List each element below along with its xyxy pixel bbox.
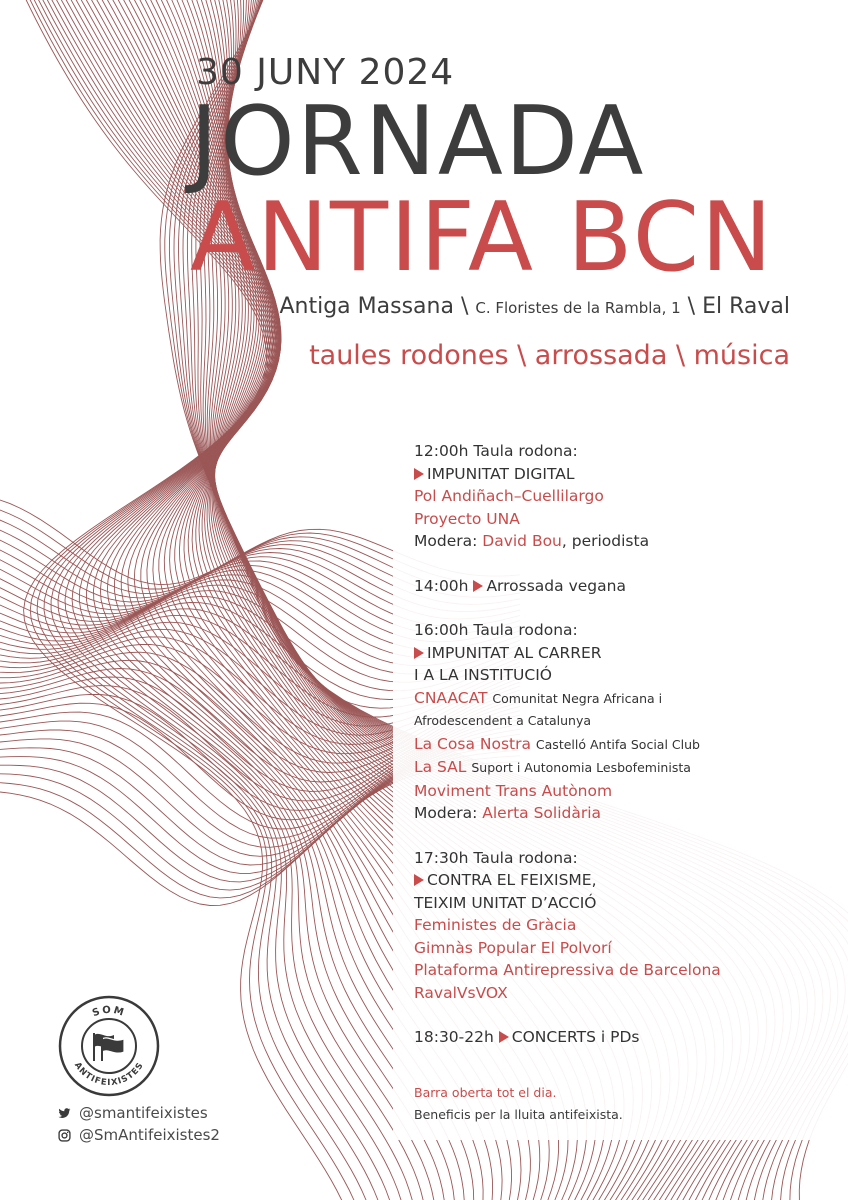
session-time: 16:00h Taula rodona: <box>414 621 578 639</box>
instagram-link[interactable] <box>58 1124 220 1146</box>
svg-text:SOM: SOM <box>90 1004 127 1020</box>
program <box>414 440 834 1049</box>
participant-desc: Afrodescendent a Catalunya <box>414 713 592 728</box>
participant: La Cosa Nostra Castelló Antifa Social Club <box>414 734 700 753</box>
moderator: Modera: David Bou, periodista <box>414 532 650 550</box>
session-time: 12:00h Taula rodona: <box>414 442 578 460</box>
footer-notes <box>414 1082 623 1126</box>
svg-text:ANTIFEIXISTES: ANTIFEIXISTES <box>71 1060 147 1089</box>
triangle-icon <box>473 580 483 592</box>
participant: CNAACAT Comunitat Negra Africana i <box>414 688 663 707</box>
social-links <box>58 1102 220 1146</box>
instagram-icon <box>58 1129 71 1142</box>
session-lunch: 14:00h Arrossada vegana <box>414 576 626 595</box>
event-date: 30 JUNY 2024 <box>196 52 455 93</box>
participant: Proyecto UNA <box>414 509 520 528</box>
triangle-icon <box>414 874 424 886</box>
session-concerts: 18:30-22h CONCERTS i PDs <box>414 1028 640 1046</box>
twitter-icon <box>58 1107 71 1120</box>
session-topic: IMPUNITAT AL CARRER <box>414 642 834 665</box>
triangle-icon <box>414 468 424 480</box>
twitter-handle: @smantifeixistes <box>79 1104 208 1122</box>
venue-sep: \ <box>453 294 476 319</box>
som-antifeixistes-logo <box>58 995 160 1097</box>
participant: Moviment Trans Autònom <box>414 781 613 800</box>
session-topic-cont: I A LA INSTITUCIÓ <box>414 666 553 684</box>
participant: Pol Andiñach–Cuellilargo <box>414 487 604 505</box>
session-time: 17:30h Taula rodona: <box>414 848 578 867</box>
participant: La SAL Suport i Autonomia Lesbofeminista <box>414 758 691 776</box>
venue-line <box>279 294 790 319</box>
participant: Plataforma Antirepressiva de Barcelona <box>414 961 721 979</box>
title-antifa-bcn: ANTIFA BCN <box>190 183 775 293</box>
participant: Gimnàs Popular El Polvorí <box>414 938 612 957</box>
triangle-icon <box>414 647 424 659</box>
venue-name: Antiga Massana <box>279 294 454 319</box>
session-topic: CONTRA EL FEIXISME, <box>414 869 834 892</box>
venue-area: El Raval <box>702 294 790 319</box>
session-topic-cont: TEIXIM UNITAT D’ACCIÓ <box>414 893 597 912</box>
session-topic: IMPUNITAT DIGITAL <box>414 463 834 486</box>
title-jornada: JORNADA <box>190 87 646 197</box>
venue-sep: \ <box>680 294 703 319</box>
event-tags: taules rodones \ arrossada \ música <box>309 340 790 371</box>
benefits-note: Beneficis per la lluita antifeixista. <box>414 1107 623 1122</box>
participant: RavalVsVOX <box>414 983 508 1002</box>
instagram-handle: @SmAntifeixistes2 <box>79 1126 220 1144</box>
twitter-link[interactable] <box>58 1102 220 1124</box>
participant: Feministes de Gràcia <box>414 916 577 934</box>
bar-note: Barra oberta tot el dia. <box>414 1085 557 1100</box>
moderator: Modera: Alerta Solidària <box>414 804 602 822</box>
triangle-icon <box>499 1031 509 1043</box>
venue-address: C. Floristes de la Rambla, 1 <box>475 299 681 317</box>
